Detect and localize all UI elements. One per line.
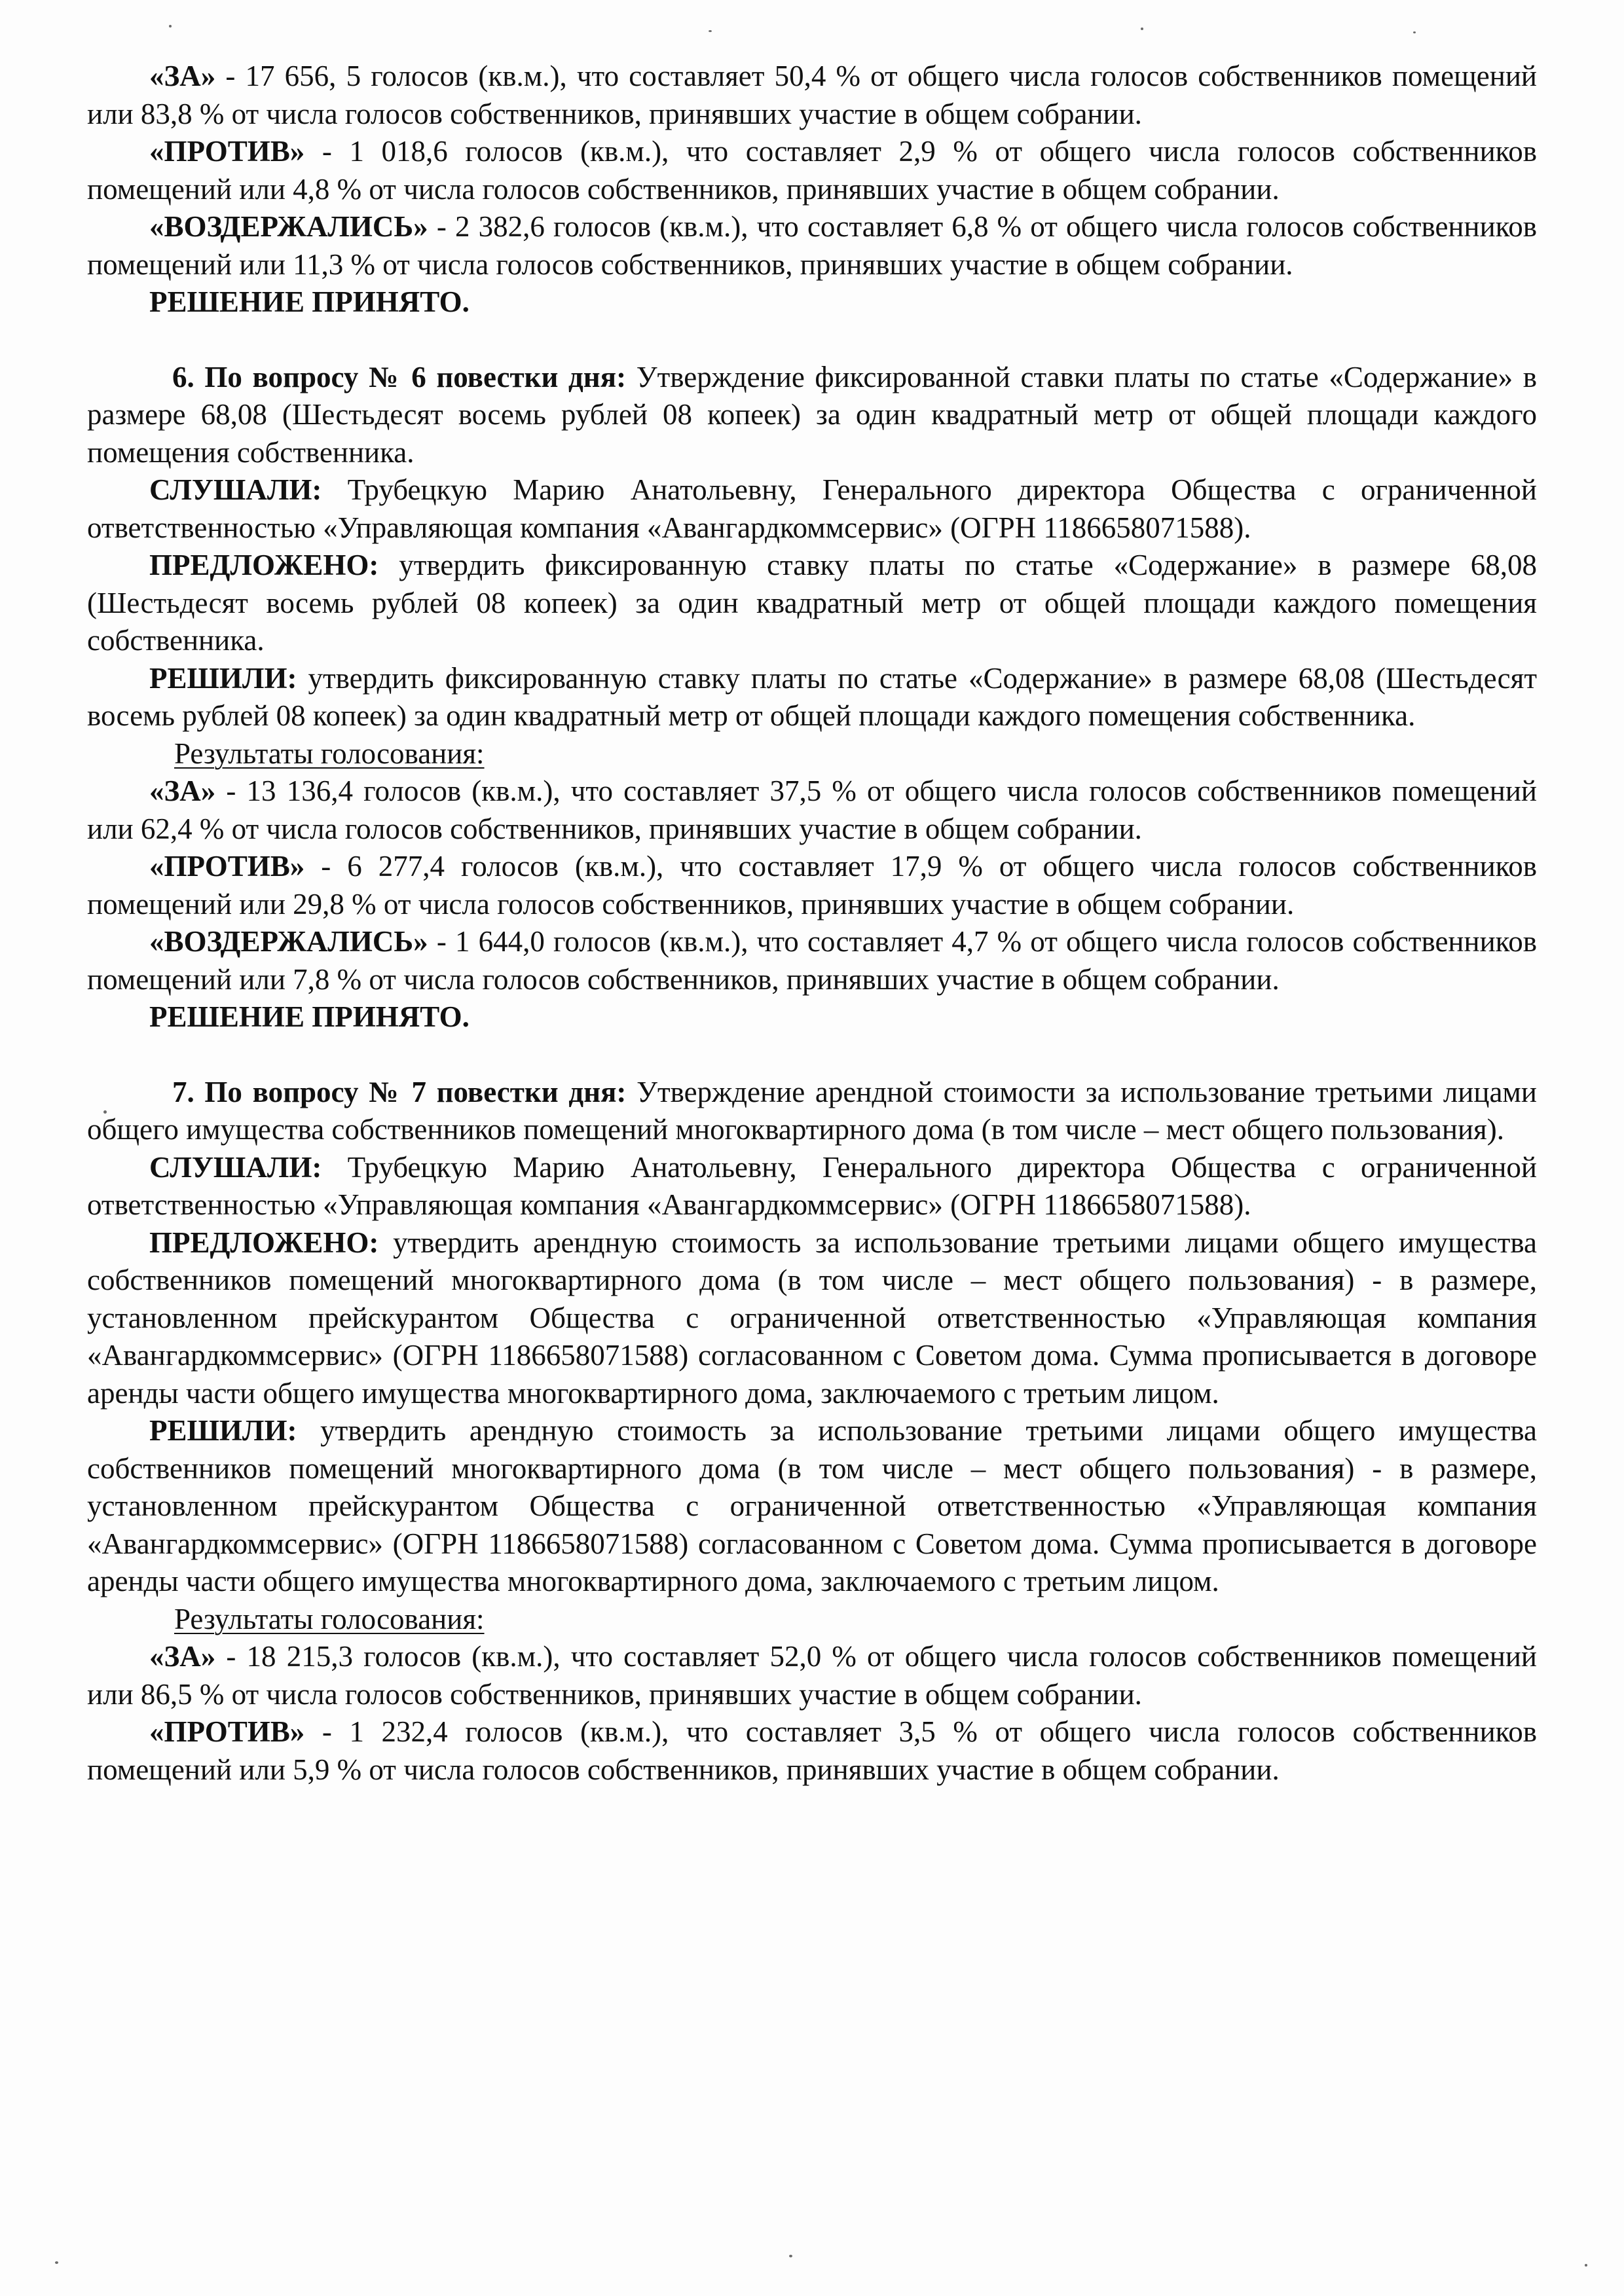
scan-speck — [1413, 31, 1416, 33]
vote-against-label: «ПРОТИВ» — [149, 135, 305, 168]
vote-abstain-text: - 1 644,0 голосов (кв.м.), что составляет 4,7 % от общего числа голосов собственников помещений или 7,8 % от числа голосов собственников, принявших участие в общем собрании. — [87, 925, 1537, 996]
vote-abstain-label: «ВОЗДЕРЖАЛИСЬ» — [149, 210, 428, 243]
vote-against-paragraph — [87, 133, 1537, 208]
resolved-paragraph — [87, 1412, 1537, 1601]
resolved-text: утвердить арендную стоимость за использование третьими лицами общего имущества собственников помещений многоквартирного дома (в том числе – мест общего пользования) - в размере, установленном прейскурантом Общества с ограниченной ответственностью «Управляющая компания «Авангардкоммсервис» (ОГРН 1186658071588) согласованном с Советом дома. Сумма прописывается в договоре аренды части общего имущества многоквартирного дома, заключаемого с третьим лицом. — [87, 1414, 1537, 1597]
vote-abstain-paragraph — [87, 208, 1537, 283]
agenda-item-text: Утверждение арендной стоимости за использование третьими лицами общего имущества собственников помещений многоквартирного дома (в том числе – мест общего пользования). — [87, 1075, 1537, 1146]
section-gap — [87, 1036, 1537, 1074]
vote-for-label: «ЗА» — [149, 60, 216, 92]
heard-label: СЛУШАЛИ: — [149, 1150, 322, 1184]
vote-for-paragraph — [87, 58, 1537, 133]
agenda-item-heading: 7. По вопросу № 7 повестки дня: — [172, 1075, 627, 1108]
vote-for-text: - 17 656, 5 голосов (кв.м.), что составляет 50,4 % от общего числа голосов собственников помещений или 83,8 % от числа голосов собственников, принявших участие в общем собрании. — [87, 60, 1537, 130]
heard-paragraph — [87, 471, 1537, 547]
vote-for-text: - 18 215,3 голосов (кв.м.), что составляет 52,0 % от общего числа голосов собственников помещений или 86,5 % от числа голосов собственников, принявших участие в общем собрании. — [87, 1640, 1537, 1711]
heard-paragraph — [87, 1149, 1537, 1224]
document-body — [87, 58, 1537, 1789]
decision-adopted: РЕШЕНИЕ ПРИНЯТО. — [149, 1000, 470, 1033]
scan-speck — [1585, 2264, 1587, 2267]
resolved-label: РЕШИЛИ: — [149, 1414, 297, 1447]
vote-abstain-paragraph — [87, 923, 1537, 998]
proposed-paragraph — [87, 1224, 1537, 1413]
scan-speck — [1141, 27, 1143, 30]
vote-against-paragraph — [87, 848, 1537, 923]
vote-abstain-text: - 2 382,6 голосов (кв.м.), что составляет 6,8 % от общего числа голосов собственников помещений или 11,3 % от числа голосов собственников, принявших участие в общем собрании. — [87, 210, 1537, 281]
vote-against-text: - 1 232,4 голосов (кв.м.), что составляет 3,5 % от общего числа голосов собственников помещений или 5,9 % от числа голосов собственников, принявших участие в общем собрании. — [87, 1715, 1537, 1786]
proposed-text: утвердить фиксированную ставку платы по статье «Содержание» в размере 68,08 (Шестьдесят восемь рублей 08 копеек) за один квадратный метр от общей площади каждого помещения собственника. — [87, 549, 1537, 657]
vote-against-label: «ПРОТИВ» — [149, 850, 305, 883]
proposed-label: ПРЕДЛОЖЕНО: — [149, 549, 379, 581]
section-gap — [87, 321, 1537, 359]
scan-speck — [55, 2261, 58, 2264]
heard-label: СЛУШАЛИ: — [149, 473, 322, 506]
agenda-item-7 — [87, 1074, 1537, 1149]
resolved-paragraph — [87, 660, 1537, 735]
proposed-paragraph — [87, 547, 1537, 660]
voting-results-caption: Результаты голосования: — [174, 1602, 485, 1635]
vote-for-label: «ЗА» — [149, 774, 216, 807]
voting-results-caption: Результаты голосования: — [174, 737, 485, 770]
proposed-text: утвердить арендную стоимость за использование третьими лицами общего имущества собственников помещений многоквартирного дома (в том числе – мест общего пользования) - в размере, установленном прейскурантом Общества с ограниченной ответственностью «Управляющая компания «Авангардкоммсервис» (ОГРН 1186658071588) согласованном с Советом дома. Сумма прописывается в договоре аренды части общего имущества многоквартирного дома, заключаемого с третьим лицом. — [87, 1226, 1537, 1410]
vote-for-paragraph — [87, 1638, 1537, 1713]
heard-text: Трубецкую Марию Анатольевну, Генерального директора Общества с ограниченной ответственностью «Управляющая компания «Авангардкоммсервис» (ОГРН 1186658071588). — [87, 1150, 1537, 1221]
agenda-item-heading: 6. По вопросу № 6 повестки дня: — [172, 360, 627, 393]
scan-speck — [789, 2255, 792, 2257]
vote-for-paragraph — [87, 773, 1537, 848]
vote-for-label: «ЗА» — [149, 1640, 216, 1673]
resolved-label: РЕШИЛИ: — [149, 661, 297, 695]
proposed-label: ПРЕДЛОЖЕНО: — [149, 1226, 379, 1259]
vote-against-label: «ПРОТИВ» — [149, 1715, 305, 1748]
heard-text: Трубецкую Марию Анатольевну, Генерального директора Общества с ограниченной ответственностью «Управляющая компания «Авангардкоммсервис» (ОГРН 1186658071588). — [87, 473, 1537, 544]
vote-against-text: - 1 018,6 голосов (кв.м.), что составляет 2,9 % от общего числа голосов собственников помещений или 4,8 % от числа голосов собственников, принявших участие в общем собрании. — [87, 135, 1537, 206]
agenda-item-text: Утверждение фиксированной ставки платы по статье «Содержание» в размере 68,08 (Шестьдесят восемь рублей 08 копеек) за один квадратный метр от общей площади каждого помещения собственника. — [87, 360, 1538, 469]
scan-speck — [709, 30, 712, 32]
vote-for-text: - 13 136,4 голосов (кв.м.), что составляет 37,5 % от общего числа голосов собственников помещений или 62,4 % от числа голосов собственников, принявших участие в общем собрании. — [87, 774, 1537, 845]
vote-abstain-label: «ВОЗДЕРЖАЛИСЬ» — [149, 925, 428, 958]
agenda-item-6 — [87, 359, 1537, 472]
scan-speck — [169, 25, 172, 27]
decision-adopted: РЕШЕНИЕ ПРИНЯТО. — [149, 285, 470, 318]
resolved-text: утвердить фиксированную ставку платы по статье «Содержание» в размере 68,08 (Шестьдесят восемь рублей 08 копеек) за один квадратный метр от общей площади каждого помещения собственника. — [87, 661, 1537, 732]
vote-against-paragraph — [87, 1713, 1537, 1789]
vote-against-text: - 6 277,4 голосов (кв.м.), что составляет 17,9 % от общего числа голосов собственников помещений или 29,8 % от числа голосов собственников, принявших участие в общем собрании. — [87, 850, 1537, 920]
